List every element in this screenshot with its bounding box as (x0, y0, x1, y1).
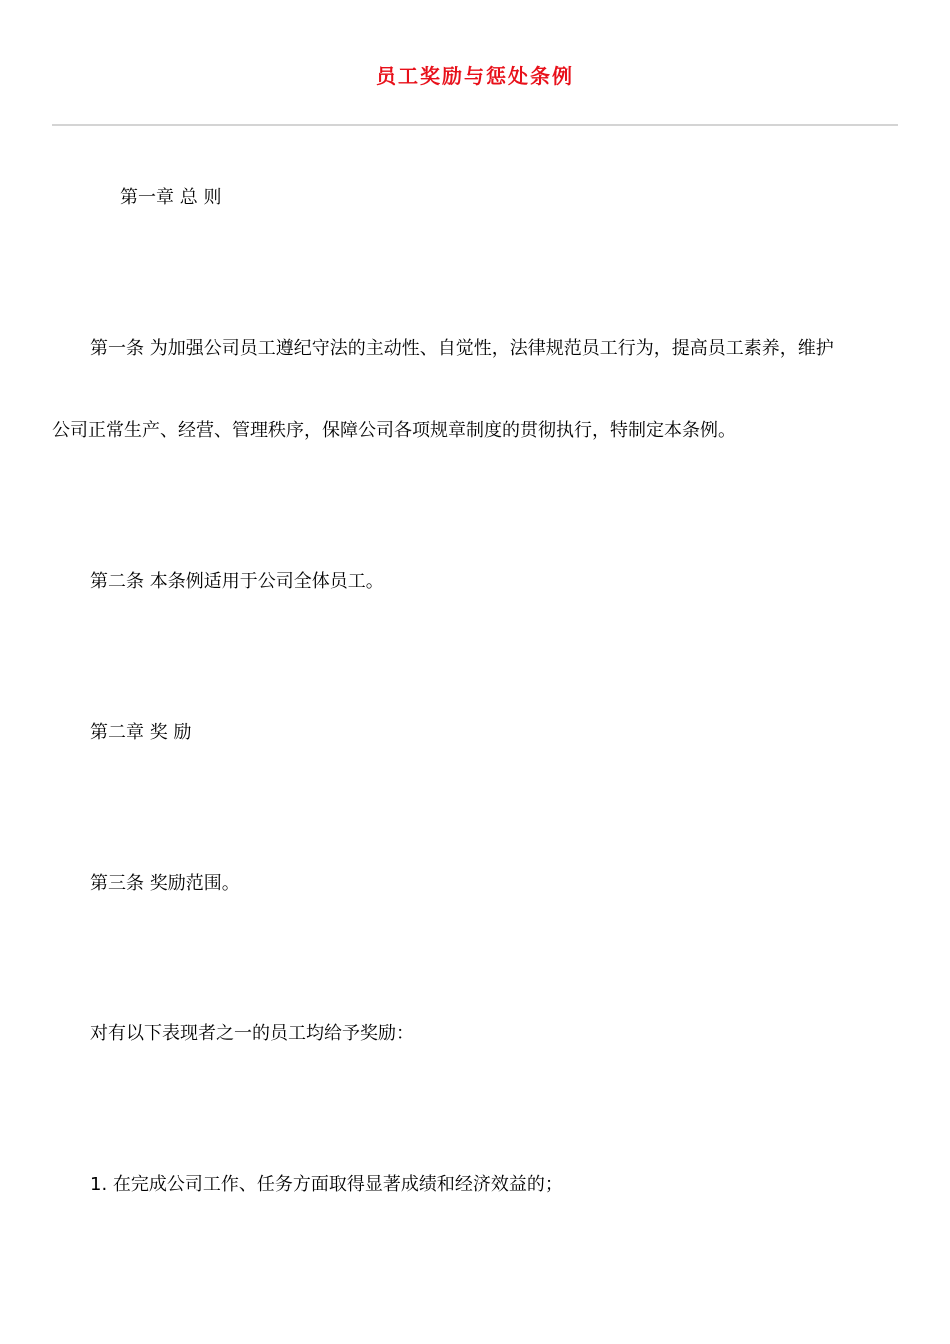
title-divider (52, 124, 898, 126)
reward-intro: 对有以下表现者之一的员工均给予奖励： (90, 1023, 414, 1044)
article-2: 第二条 本条例适用于公司全体员工。 (90, 571, 384, 592)
reward-item-1: 1. 在完成公司工作、任务方面取得显著成绩和经济效益的； (90, 1174, 563, 1195)
document-title: 员工奖励与惩处条例 (376, 64, 574, 88)
article-1-line-2: 公司正常生产、经营、管理秩序，保障公司各项规章制度的贯彻执行，特制定本条例。 (52, 420, 736, 441)
chapter-2-heading: 第二章 奖 励 (90, 722, 192, 743)
chapter-1-heading: 第一章 总 则 (120, 187, 222, 208)
article-1-line-1: 第一条 为加强公司员工遵纪守法的主动性、自觉性，法律规范员工行为，提高员工素养，维护 (90, 338, 834, 359)
article-3: 第三条 奖励范围。 (90, 873, 240, 894)
